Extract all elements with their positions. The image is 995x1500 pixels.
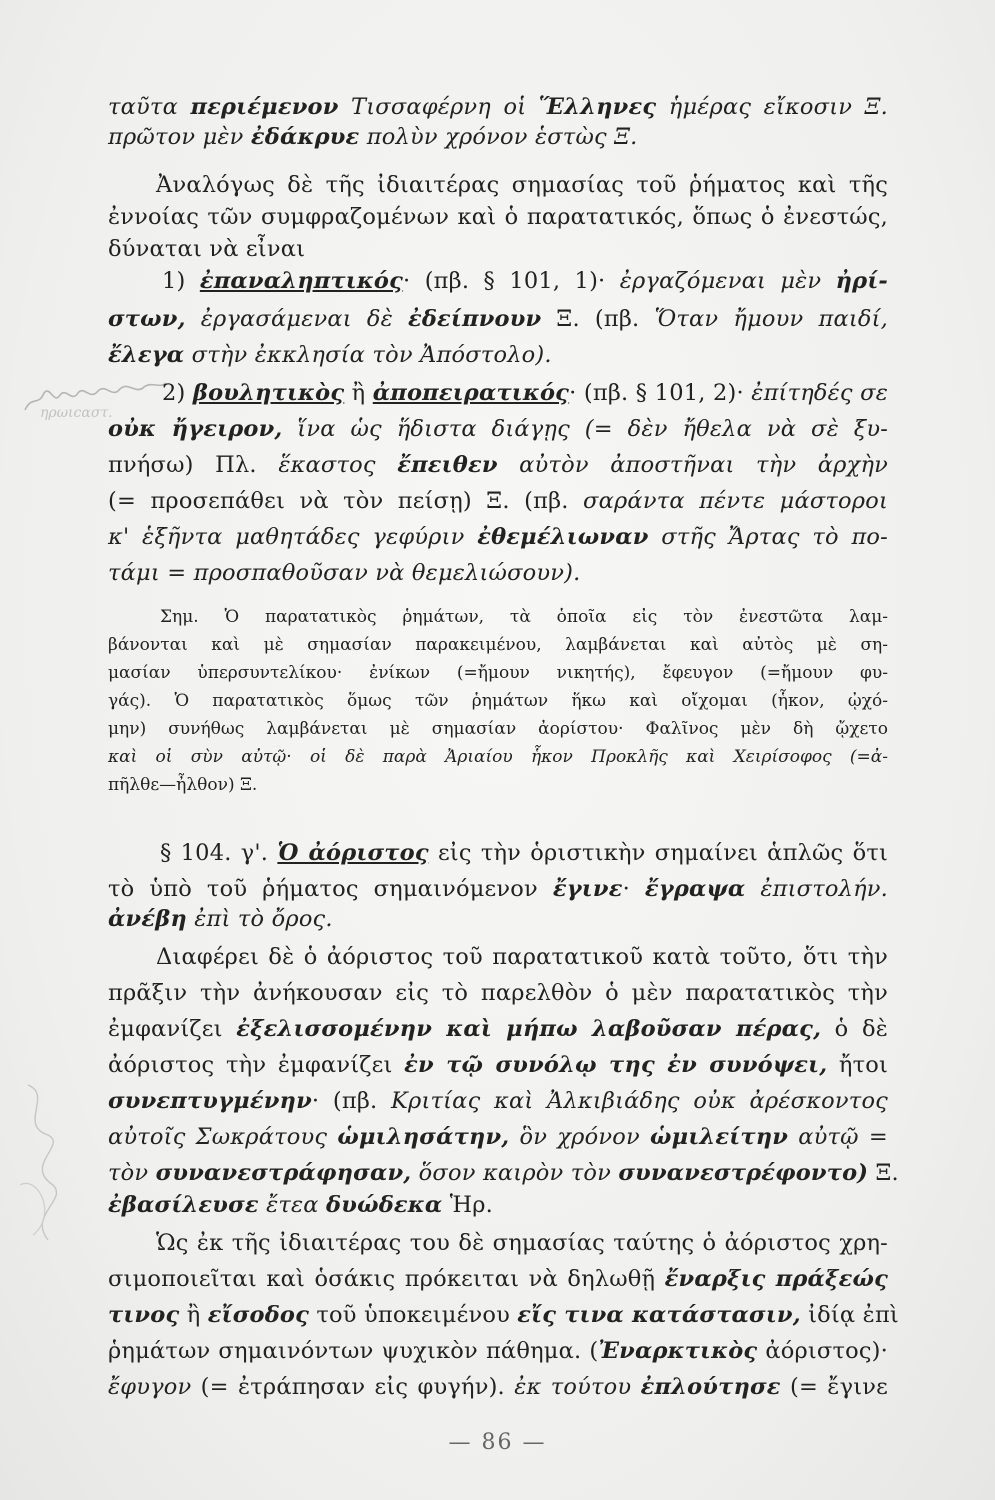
- section-line-15: ῥημάτων σημαινόντων ψυχικὸν πάθημα. (Ἐναρκτικὸς ἀόριστος)·: [108, 1338, 888, 1364]
- section-line-5: πρᾶξιν τὴν ἀνήκουσαν εἰς τὸ παρελθὸν ὁ μὲν παρατατικὸς τὴν: [108, 980, 888, 1006]
- note-line-7: πῆλθε—ἦλθον) Ξ.: [108, 775, 258, 795]
- note-line-4: γάς). Ὁ παρατατικὸς ὅμως τῶν ῥημάτων ἥκω καὶ οἴχομαι (ἧκον, ᾠχό-: [108, 691, 888, 711]
- section-104-heading: § 104. γ'. Ὁ ἀόριστος εἰς τὴν ὁριστικὴν σημαίνει ἁπλῶς ὅτι: [160, 840, 888, 866]
- text-line-7: στων, ἐργασάμεναι δὲ ἐδείπνουν Ξ. (πβ. Ὅταν ἤμουν παιδί,: [108, 306, 888, 332]
- text-line-1: ταῦτα περιέμενον Τισσαφέρνη οἱ Ἕλληνες ἡμέρας εἴκοσιν Ξ.: [108, 94, 889, 120]
- section-line-12: Ὡς ἐκ τῆς ἰδιαιτέρας του δὲ σημασίας ταύτης ὁ ἀόριστος χρη-: [156, 1230, 888, 1256]
- text-line-12: (= προσεπάθει νὰ τὸν πείσῃ) Ξ. (πβ. σαράντα πέντε μάστοροι: [108, 488, 888, 514]
- section-line-14: τινος ἢ εἴσοδος τοῦ ὑποκειμένου εἴς τινα κατάστασιν, ἰδίᾳ ἐπὶ: [108, 1302, 899, 1328]
- text-line-3: Ἀναλόγως δὲ τῆς ἰδιαιτέρας σημασίας τοῦ ῥήματος καὶ τῆς: [156, 172, 888, 198]
- page-number: — 86 —: [448, 1430, 547, 1455]
- text-line-4: ἐννοίας τῶν συμφραζομένων καὶ ὁ παρατατικός, ὅπως ὁ ἐνεστώς,: [108, 204, 888, 230]
- note-line-6: καὶ οἱ σὺν αὐτῷ· οἱ δὲ παρὰ Ἀριαίου ἧκον Προκλῆς καὶ Χειρίσοφος (=ἀ-: [108, 747, 888, 767]
- note-line-2: βάνονται καὶ μὲ σημασίαν παρακειμένου, λαμβάνεται καὶ αὐτὸς μὲ ση-: [108, 635, 888, 655]
- note-line-1: Σημ. Ὁ παρατατικὸς ῥημάτων, τὰ ὁποῖα εἰς τὸν ἐνεστῶτα λαμ-: [160, 607, 888, 627]
- section-line-10: τὸν συνανεστράφησαν, ὅσον καιρὸν τὸν συνανεστρέφοντο) Ξ.: [108, 1160, 899, 1186]
- section-line-6: ἐμφανίζει ἐξελισσομένην καὶ μήπω λαβοῦσαν πέρας, ὁ δὲ: [108, 1016, 888, 1042]
- pencil-scribble-lower: [8, 1075, 78, 1255]
- text-line-5: δύναται νὰ εἶναι: [108, 236, 306, 262]
- text-line-10: οὐκ ἤγειρον, ἵνα ὡς ἥδιστα διάγῃς (= δὲν ἤθελα νὰ σὲ ξυ-: [108, 416, 888, 442]
- item-2-line: 2) βουλητικὸς ἢ ἀποπειρατικός· (πβ. § 101, 2)· ἐπίτηδές σε: [162, 380, 888, 406]
- section-line-4: Διαφέρει δὲ ὁ ἀόριστος τοῦ παρατατικοῦ κατὰ τοῦτο, ὅτι τὴν: [156, 944, 888, 970]
- text-line-14: τάμι = προσπαθοῦσαν νὰ θεμελιώσουν).: [108, 560, 581, 586]
- section-line-2: τὸ ὑπὸ τοῦ ῥήματος σημαινόμενον ἔγινε· ἔγραψα ἐπιστολήν.: [108, 876, 888, 902]
- section-line-3: ἀνέβη ἐπὶ τὸ ὄρος.: [108, 906, 333, 932]
- section-line-8: συνεπτυγμένην· (πβ. Κριτίας καὶ Ἀλκιβιάδης οὐκ ἀρέσκοντος: [108, 1088, 888, 1114]
- section-line-13: σιμοποιεῖται καὶ ὁσάκις πρόκειται νὰ δηλωθῇ ἔναρξις πράξεώς: [108, 1266, 888, 1292]
- text-line-8: ἔλεγα στὴν ἐκκλησία τὸν Ἀπόστολο).: [108, 342, 552, 368]
- note-line-3: μασίαν ὑπερσυντελίκου· ἐνίκων (=ἤμουν νικητής), ἔφευγον (=ἤμουν φυ-: [108, 663, 888, 683]
- section-line-7: ἀόριστος τὴν ἐμφανίζει ἐν τῷ συνόλῳ της ἐν συνόψει, ἤτοι: [108, 1052, 888, 1078]
- section-line-16: ἔφυγον (= ἐτράπησαν εἰς φυγήν). ἐκ τούτου ἐπλούτησε (= ἔγινε: [108, 1374, 888, 1400]
- text-line-11: πνήσω) Πλ. ἕκαστος ἔπειθεν αὐτὸν ἀποστῆναι τὴν ἀρχὴν: [108, 452, 888, 478]
- section-line-11: ἐβασίλευσε ἔτεα δυώδεκα Ἡρ.: [108, 1192, 494, 1218]
- note-line-5: μην) συνήθως λαμβάνεται μὲ σημασίαν ἀορίστου· Φαλῖνος μὲν δὴ ᾤχετο: [108, 719, 888, 739]
- section-line-9: αὐτοῖς Σωκράτους ὡμιλησάτην, ὃν χρόνον ὡμιλείτην αὐτῷ =: [108, 1124, 888, 1150]
- margin-note-text: ηρωιcαστ.: [40, 405, 113, 421]
- text-line-13: κ' ἑξῆντα μαθητάδες γεφύριν ἐθεμέλιωναν στῆς Ἄρτας τὸ πο-: [108, 524, 888, 550]
- text-line-2: πρῶτον μὲν ἐδάκρυε πολὺν χρόνον ἑστὼς Ξ.: [108, 124, 638, 150]
- item-1-line: 1) ἐπαναληπτικός· (πβ. § 101, 1)· ἐργαζόμεναι μὲν ἠρί-: [162, 268, 888, 294]
